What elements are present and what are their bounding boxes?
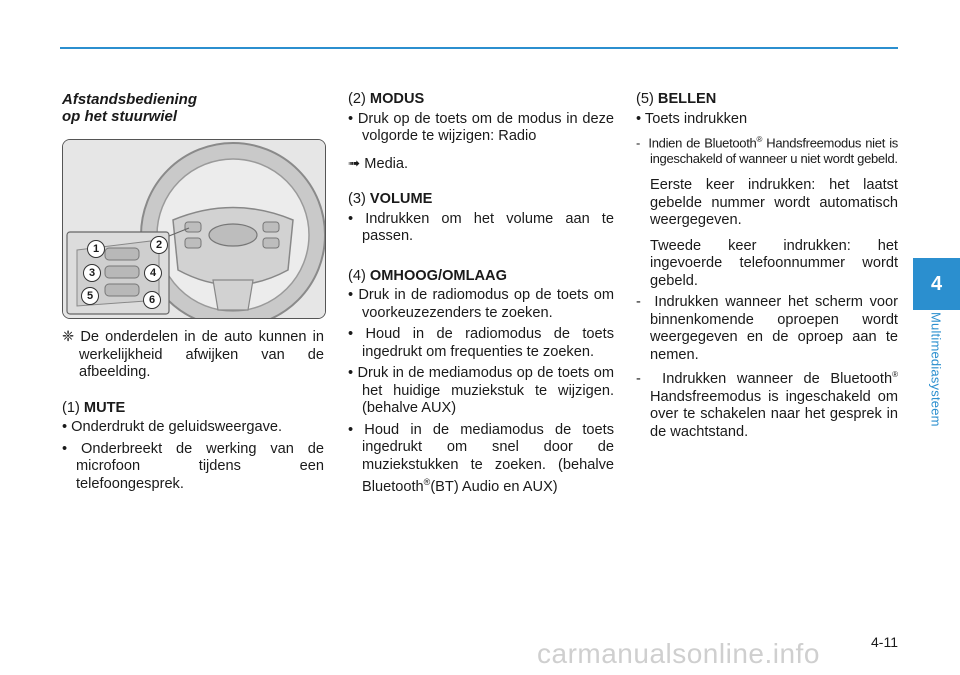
updown-heading: [348, 268, 614, 286]
list-item: [636, 294, 898, 364]
section-title-line-1: Afstandsbediening: [62, 91, 198, 108]
modus-bullet: Druk op de toets om de modus in deze volgorde te wijzigen: Radio: [357, 110, 614, 144]
call-sub-pre: Indien de Bluetooth: [648, 135, 757, 151]
steering-wheel-figure: [62, 139, 326, 319]
call-dash-2: Indrukken wanneer het scherm voor binnenkomende oproepen wordt weergegeven en de oproep aan te nemen.: [650, 294, 899, 363]
call-sub-post: Handsfreemodus niet is ingeschakeld of wanneer u niet wordt gebeld.: [650, 135, 898, 167]
list-item: • Onderdrukt de geluidsweergave.: [62, 419, 283, 435]
modus-title: MODUS: [369, 91, 425, 107]
mute-number: (1): [62, 399, 80, 416]
steering-wheel-illustration: [63, 140, 325, 318]
call-bullet: Toets indrukken: [644, 110, 748, 127]
modus-arrow-text: Media.: [364, 155, 409, 172]
list-item: • Onderbreekt de werking van de microfoon tijdens een telefoongesprek.: [62, 440, 324, 492]
list-item: [636, 366, 898, 441]
mute-bullet-2: Onderbreekt de werking van de microfoon tijdens een telefoongesprek.: [76, 440, 324, 492]
list-item: • Houd in de mediamodus de toets ingedrukt om snel door de muziekstukken te zoeken. (behalve Bluetooth®(BT) Audio en AUX): [348, 421, 614, 495]
list-item: • Toets indrukken: [636, 110, 748, 127]
watermark: carmanualsonline.info: [537, 638, 820, 669]
figure-callout-2: 2: [150, 236, 168, 254]
updown-title: OMHOOG/OMLAAG: [369, 267, 507, 284]
updown-bullet-1: Druk in de radiomodus op de toets om voorkeuzezenders te zoeken.: [358, 287, 614, 321]
mute-heading: [62, 400, 324, 418]
updown-bullet-4-post: (BT) Audio en AUX): [430, 478, 558, 495]
list-item: [636, 132, 898, 167]
modus-arrow-line: [348, 156, 614, 174]
dash-symbol: -: [636, 371, 641, 388]
header-rule: [60, 47, 898, 49]
figure-callout-6: 6: [143, 291, 161, 309]
section-title: [62, 91, 324, 125]
updown-bullet-2: Houd in de radiomodus de toets ingedrukt om frequenties te zoeken.: [362, 326, 614, 360]
call-number: (5): [636, 91, 654, 107]
volume-number: (3): [348, 191, 366, 207]
call-dash-3-pre: Indrukken wanneer de Bluetooth: [662, 371, 893, 388]
note-symbol-icon: ❈: [62, 329, 75, 345]
figure-callout-3: 3: [83, 264, 101, 282]
dash-symbol: -: [636, 135, 641, 151]
section-title-line-2: op het stuurwiel: [62, 108, 178, 125]
page-number: 4-11: [871, 634, 898, 650]
list-item: • Houd in de radiomodus de toets ingedrukt om frequenties te zoeken.: [348, 326, 614, 360]
updown-bullet-4-pre: Houd in de mediamodus de toets ingedrukt om snel door de muziekstukken te zoeken. (behalve Bluetooth: [362, 421, 614, 495]
mute-title: MUTE: [83, 399, 126, 416]
registered-mark: ®: [423, 477, 431, 487]
call-heading: [636, 91, 898, 109]
registered-mark: ®: [892, 370, 898, 380]
call-para-1: Eerste keer indrukken: het laatst gebelde nummer wordt automatisch weergegeven.: [650, 177, 898, 229]
column-right: [636, 91, 898, 443]
figure-note: [62, 329, 324, 382]
updown-number: (4): [348, 267, 366, 284]
call-para-2: Tweede keer indrukken: het ingevoerde telefoonnummer wordt gebeld.: [650, 237, 898, 289]
modus-heading: [348, 91, 614, 109]
list-item: • Indrukken om het volume aan te passen.: [348, 210, 614, 244]
list-item: • Druk op de toets om de modus in deze volgorde te wijzigen: Radio: [348, 110, 614, 144]
dash-symbol: -: [636, 294, 641, 311]
list-item: • Druk in de mediamodus op de toets om het huidige muziekstuk te wijzigen. (behalve AUX): [348, 365, 614, 416]
figure-callout-5: 5: [81, 287, 99, 305]
column-left: [62, 91, 324, 497]
updown-bullet-3: Druk in de mediamodus op de toets om het huidige muziekstuk te wijzigen. (behalve AUX): [357, 365, 614, 416]
volume-title: VOLUME: [369, 191, 433, 207]
column-middle: [348, 91, 614, 500]
list-item: • Druk in de radiomodus op de toets om voorkeuzezenders te zoeken.: [348, 287, 614, 321]
modus-number: (2): [348, 91, 366, 107]
arrow-right-icon: ➟: [348, 155, 361, 172]
volume-heading: [348, 191, 614, 209]
volume-bullet: Indrukken om het volume aan te passen.: [362, 210, 614, 244]
call-title: BELLEN: [657, 91, 717, 107]
registered-mark: ®: [756, 135, 763, 144]
note-text: De onderdelen in de auto kunnen in werkelijkheid afwijken van de afbeelding.: [79, 329, 324, 380]
figure-callout-1: 1: [87, 240, 105, 258]
chapter-number-tab[interactable]: 4: [913, 258, 960, 310]
figure-callout-4: 4: [144, 264, 162, 282]
call-dash-3-post: Handsfreemodus is ingeschakeld om over te schakelen naar het gesprek in de wachtstand.: [650, 388, 898, 440]
chapter-name: Multimediasysteem: [928, 312, 944, 427]
mute-bullet-1: Onderdrukt de geluidsweergave.: [71, 419, 283, 435]
